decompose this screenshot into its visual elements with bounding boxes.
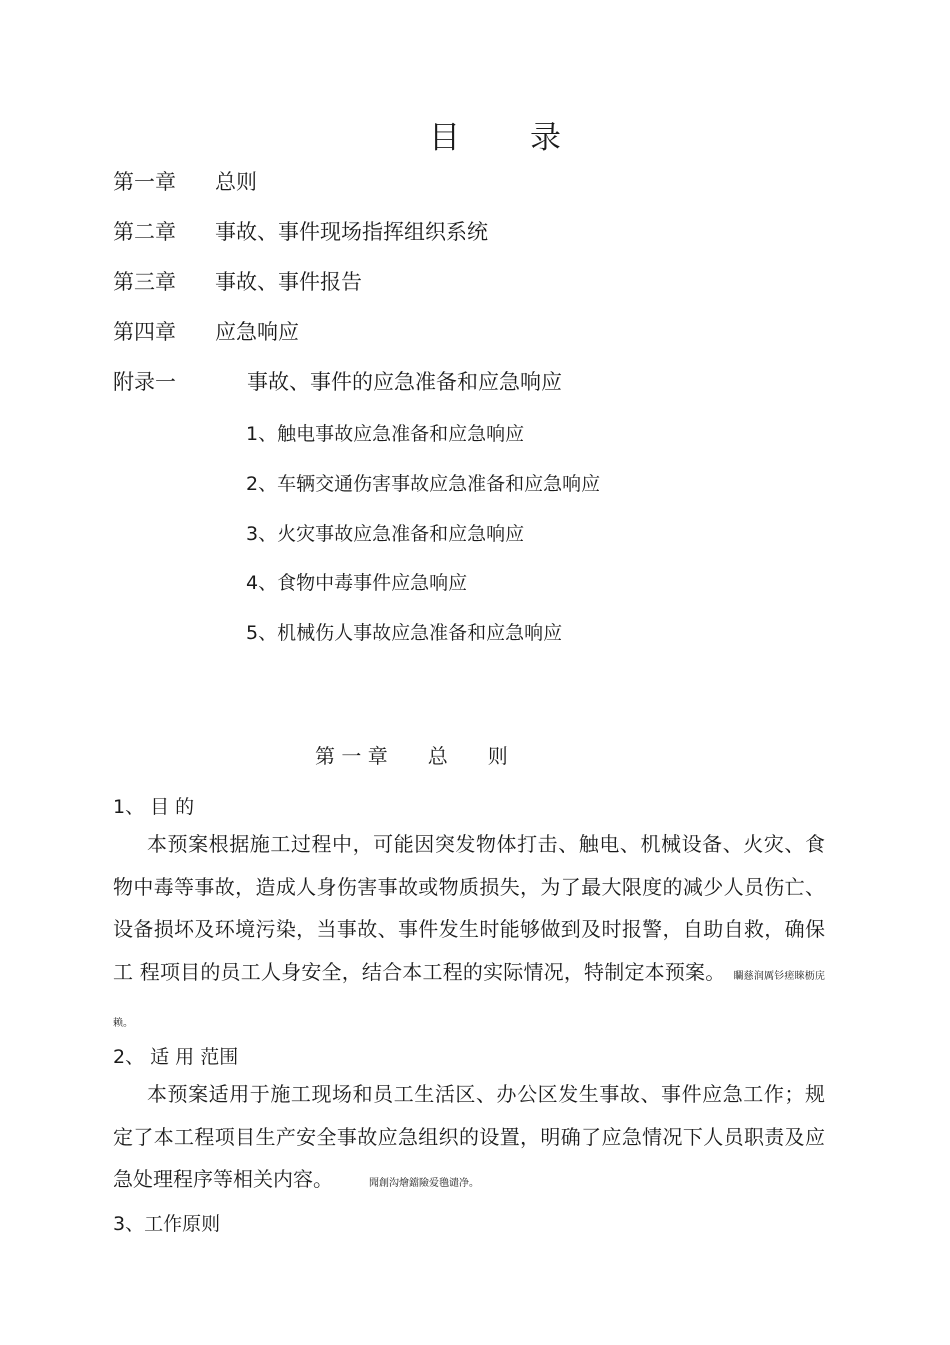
chapter-heading-word2: 则 [487, 744, 508, 768]
paragraph-note: 聞創沟燴鐺險爱氇谴净。 [369, 1178, 479, 1189]
toc-appendix-item: 5、机械伤人事故应急准备和应急响应 [246, 622, 563, 644]
toc-entry-chapter-3 [113, 266, 362, 296]
toc-title-part1: 目 [429, 120, 460, 156]
toc-title [0, 112, 950, 157]
toc-chapter-number: 第二章 [113, 220, 176, 244]
toc-entry-appendix-1 [113, 366, 562, 396]
toc-appendix-item: 4、食物中毒事件应急响应 [246, 572, 468, 594]
toc-appendix-title: 事故、事件的应急准备和应急响应 [247, 370, 562, 394]
toc-chapter-number: 第一章 [113, 170, 176, 194]
toc-chapter-number: 第四章 [113, 320, 176, 344]
section-paragraph-purpose [113, 823, 825, 1046]
toc-appendix-item: 2、车辆交通伤害事故应急准备和应急响应 [246, 473, 601, 495]
toc-entry-chapter-4 [113, 316, 299, 346]
chapter-heading [315, 740, 508, 769]
paragraph-text: 本预案根据施工过程中，可能因突发物体打击、触电、机械设备、火灾、食物中毒等事故，造成人身伤害事故或物质损失，为了最大限度的减少人员伤亡、设备损坏及环境污染，当事故、事件发生时能够做到及时报警，自助自救，确保工 程项目的员工人身安全，结合本工程的实际情况，特制定本预案。 [113, 832, 825, 984]
toc-entry-chapter-1 [113, 166, 257, 196]
chapter-heading-word1: 总 [427, 744, 448, 768]
section-heading-scope: 2、 适 用 范围 [113, 1046, 239, 1068]
toc-title-part2: 录 [530, 120, 561, 156]
toc-chapter-title: 总则 [215, 170, 257, 194]
toc-entry-chapter-2 [113, 216, 488, 246]
paragraph-note: 矙慈润厲钐瘥睞枥庑赖。 [113, 970, 826, 1029]
toc-chapter-title: 应急响应 [215, 320, 299, 344]
section-heading-purpose: 1、 目 的 [113, 796, 195, 818]
toc-chapter-title: 事故、事件报告 [215, 270, 362, 294]
paragraph-text: 本预案适用于施工现场和员工生活区、办公区发生事故、事件应急工作；规定了本工程项目生产安全事故应急组织的设置，明确了应急情况下人员职责及应急处理程序等相关内容。 [113, 1082, 825, 1191]
toc-appendix-item: 1、触电事故应急准备和应急响应 [246, 423, 525, 445]
toc-chapter-number: 第三章 [113, 270, 176, 294]
section-paragraph-scope [113, 1073, 825, 1206]
section-heading-principles: 3、工作原则 [113, 1213, 221, 1235]
chapter-heading-number: 第 一 章 [315, 744, 388, 768]
toc-chapter-title: 事故、事件现场指挥组织系统 [215, 220, 488, 244]
toc-appendix-number: 附录一 [113, 370, 176, 394]
toc-appendix-item: 3、火灾事故应急准备和应急响应 [246, 523, 525, 545]
